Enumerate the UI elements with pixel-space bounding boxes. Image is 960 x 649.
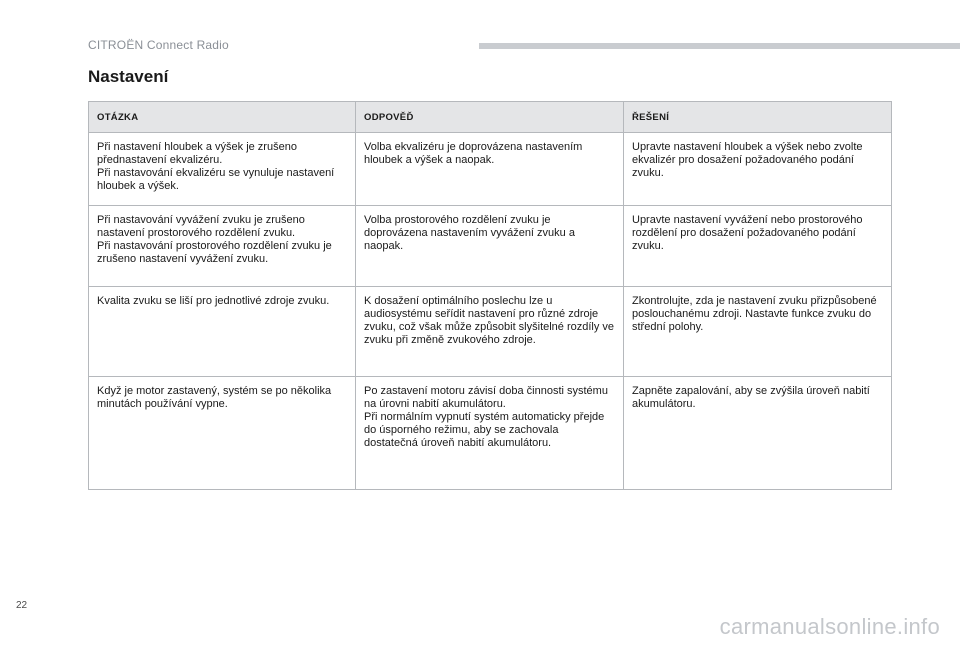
table-header-row bbox=[89, 102, 892, 133]
solution-cell: Upravte nastavení vyvážení nebo prostorového rozdělení pro dosažení požadovaného podání zvuku. bbox=[624, 206, 892, 287]
answer-cell: K dosažení optimálního poslechu lze u audiosystému seřídit nastavení pro různé zdroje zvuku, což však může způsobit slyšitelné rozdíly ve zvuku při změně zvukového zdroje. bbox=[356, 287, 624, 377]
solution-cell: Zkontrolujte, zda je nastavení zvuku přizpůsobené poslouchanému zdroji. Nastavte funkce zvuku do střední polohy. bbox=[624, 287, 892, 377]
question-cell: Kvalita zvuku se liší pro jednotlivé zdroje zvuku. bbox=[89, 287, 356, 377]
question-cell: Při nastavování vyvážení zvuku je zrušeno nastavení prostorového rozdělení zvuku. Při nastavování prostorového rozdělení zvuku je zrušeno nastavení vyvážení zvuku. bbox=[89, 206, 356, 287]
table-row bbox=[89, 206, 892, 287]
answer-cell: Po zastavení motoru závisí doba činnosti systému na úrovni nabití akumulátoru. Při normálním vypnutí systém automaticky přejde do úsporného režimu, aby se zachovala dostatečná úroveň nabití akumulátoru. bbox=[356, 377, 624, 490]
page-number: 22 bbox=[16, 600, 28, 611]
table-row bbox=[89, 133, 892, 206]
table-row bbox=[89, 377, 892, 490]
column-header-question: OTÁZKA bbox=[89, 102, 356, 133]
watermark: carmanualsonline.info bbox=[719, 614, 940, 639]
product-header: CITROËN Connect Radio bbox=[88, 38, 229, 52]
question-cell: Při nastavení hloubek a výšek je zrušeno přednastavení ekvalizéru. Při nastavování ekvalizéru se vynuluje nastavení hloubek a výšek. bbox=[89, 133, 356, 206]
answer-cell: Volba prostorového rozdělení zvuku je doprovázena nastavením vyvážení zvuku a naopak. bbox=[356, 206, 624, 287]
question-cell: Když je motor zastavený, systém se po několika minutách používání vypne. bbox=[89, 377, 356, 490]
solution-cell: Zapněte zapalování, aby se zvýšila úroveň nabití akumulátoru. bbox=[624, 377, 892, 490]
column-header-solution: ŘEŠENÍ bbox=[624, 102, 892, 133]
column-header-answer: ODPOVĚĎ bbox=[356, 102, 624, 133]
header-bar bbox=[479, 43, 960, 49]
troubleshooting-table bbox=[88, 101, 892, 490]
page-title: Nastavení bbox=[88, 67, 169, 86]
answer-cell: Volba ekvalizéru je doprovázena nastavením hloubek a výšek a naopak. bbox=[356, 133, 624, 206]
table-row bbox=[89, 287, 892, 377]
solution-cell: Upravte nastavení hloubek a výšek nebo zvolte ekvalizér pro dosažení požadovaného podání zvuku. bbox=[624, 133, 892, 206]
